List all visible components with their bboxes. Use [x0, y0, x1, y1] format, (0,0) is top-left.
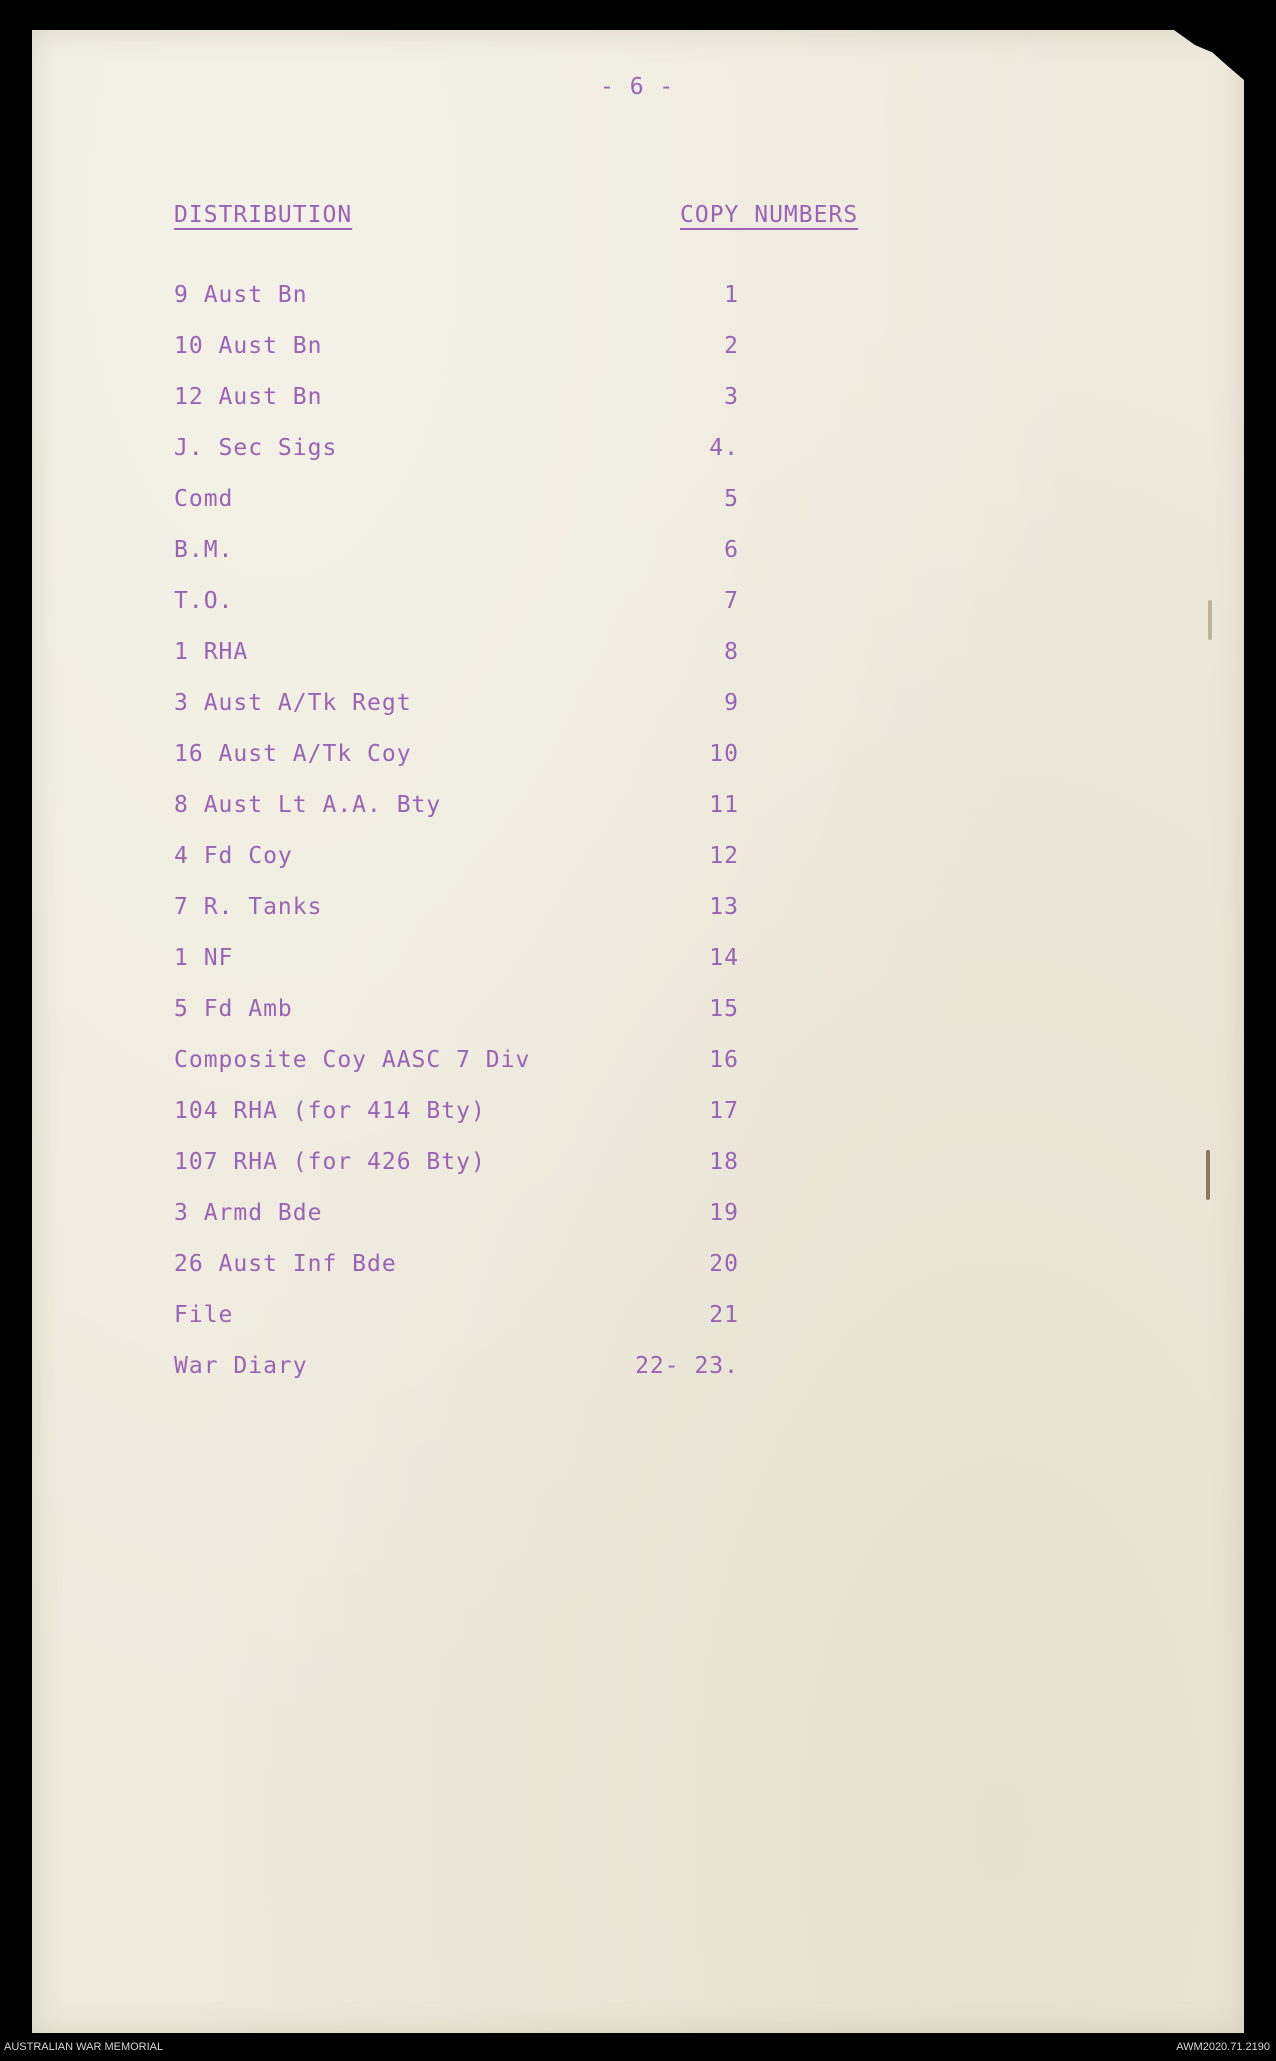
- list-item: [174, 1302, 774, 1353]
- list-item: [174, 282, 774, 333]
- copy-number: 1: [724, 282, 739, 308]
- distribution-header: DISTRIBUTION: [174, 202, 353, 228]
- copy-number: 3: [724, 384, 739, 410]
- page-number: - 6 -: [600, 74, 675, 100]
- copy-number: 7: [724, 588, 739, 614]
- list-item: [174, 1149, 774, 1200]
- unit-name: 3 Armd Bde: [174, 1200, 323, 1226]
- footer-left-label: AUSTRALIAN WAR MEMORIAL: [4, 2041, 164, 2053]
- unit-name: 1 NF: [174, 945, 234, 971]
- copy-number: 22- 23.: [635, 1353, 739, 1379]
- list-item: [174, 741, 774, 792]
- unit-name: 1 RHA: [174, 639, 249, 665]
- copy-number: 16: [709, 1047, 739, 1073]
- unit-name: 26 Aust Inf Bde: [174, 1251, 397, 1277]
- list-item: [174, 1251, 774, 1302]
- list-item: [174, 690, 774, 741]
- list-item: [174, 588, 774, 639]
- list-item: [174, 1047, 774, 1098]
- list-item: [174, 1353, 774, 1404]
- unit-name: 8 Aust Lt A.A. Bty: [174, 792, 442, 818]
- list-item: [174, 792, 774, 843]
- copy-number: 20: [709, 1251, 739, 1277]
- copy-number: 21: [709, 1302, 739, 1328]
- copy-number: 15: [709, 996, 739, 1022]
- unit-name: 7 R. Tanks: [174, 894, 323, 920]
- unit-name: 16 Aust A/Tk Coy: [174, 741, 412, 767]
- copy-number: 4.: [709, 435, 739, 461]
- copy-number: 10: [709, 741, 739, 767]
- unit-name: 5 Fd Amb: [174, 996, 293, 1022]
- unit-name: 9 Aust Bn: [174, 282, 308, 308]
- copy-number: 2: [724, 333, 739, 359]
- list-item: [174, 843, 774, 894]
- unit-name: Comd: [174, 486, 234, 512]
- list-item: [174, 333, 774, 384]
- copy-numbers-header: COPY NUMBERS: [680, 202, 859, 228]
- unit-name: 3 Aust A/Tk Regt: [174, 690, 412, 716]
- list-item: [174, 945, 774, 996]
- copy-number: 12: [709, 843, 739, 869]
- unit-name: War Diary: [174, 1353, 308, 1379]
- copy-number: 8: [724, 639, 739, 665]
- copy-number: 19: [709, 1200, 739, 1226]
- copy-number: 6: [724, 537, 739, 563]
- list-item: [174, 384, 774, 435]
- list-item: [174, 996, 774, 1047]
- unit-name: B.M.: [174, 537, 234, 563]
- unit-name: T.O.: [174, 588, 234, 614]
- unit-name: 12 Aust Bn: [174, 384, 323, 410]
- staple-mark: [1206, 1150, 1210, 1200]
- unit-name: File: [174, 1302, 234, 1328]
- copy-number: 11: [709, 792, 739, 818]
- list-item: [174, 639, 774, 690]
- copy-number: 13: [709, 894, 739, 920]
- torn-corner: [1174, 30, 1244, 80]
- list-item: [174, 537, 774, 588]
- document-page: [32, 30, 1244, 2033]
- unit-name: J. Sec Sigs: [174, 435, 338, 461]
- list-item: [174, 1098, 774, 1149]
- copy-number: 9: [724, 690, 739, 716]
- list-item: [174, 1200, 774, 1251]
- footer-right-label: AWM2020.71.2190: [1176, 2041, 1270, 2053]
- copy-number: 5: [724, 486, 739, 512]
- list-item: [174, 894, 774, 945]
- distribution-list: [174, 282, 774, 1404]
- unit-name: 107 RHA (for 426 Bty): [174, 1149, 486, 1175]
- unit-name: 104 RHA (for 414 Bty): [174, 1098, 486, 1124]
- unit-name: 4 Fd Coy: [174, 843, 293, 869]
- unit-name: Composite Coy AASC 7 Div: [174, 1047, 531, 1073]
- copy-number: 14: [709, 945, 739, 971]
- unit-name: 10 Aust Bn: [174, 333, 323, 359]
- copy-number: 18: [709, 1149, 739, 1175]
- copy-number: 17: [709, 1098, 739, 1124]
- staple-mark: [1208, 600, 1212, 640]
- list-item: [174, 486, 774, 537]
- list-item: [174, 435, 774, 486]
